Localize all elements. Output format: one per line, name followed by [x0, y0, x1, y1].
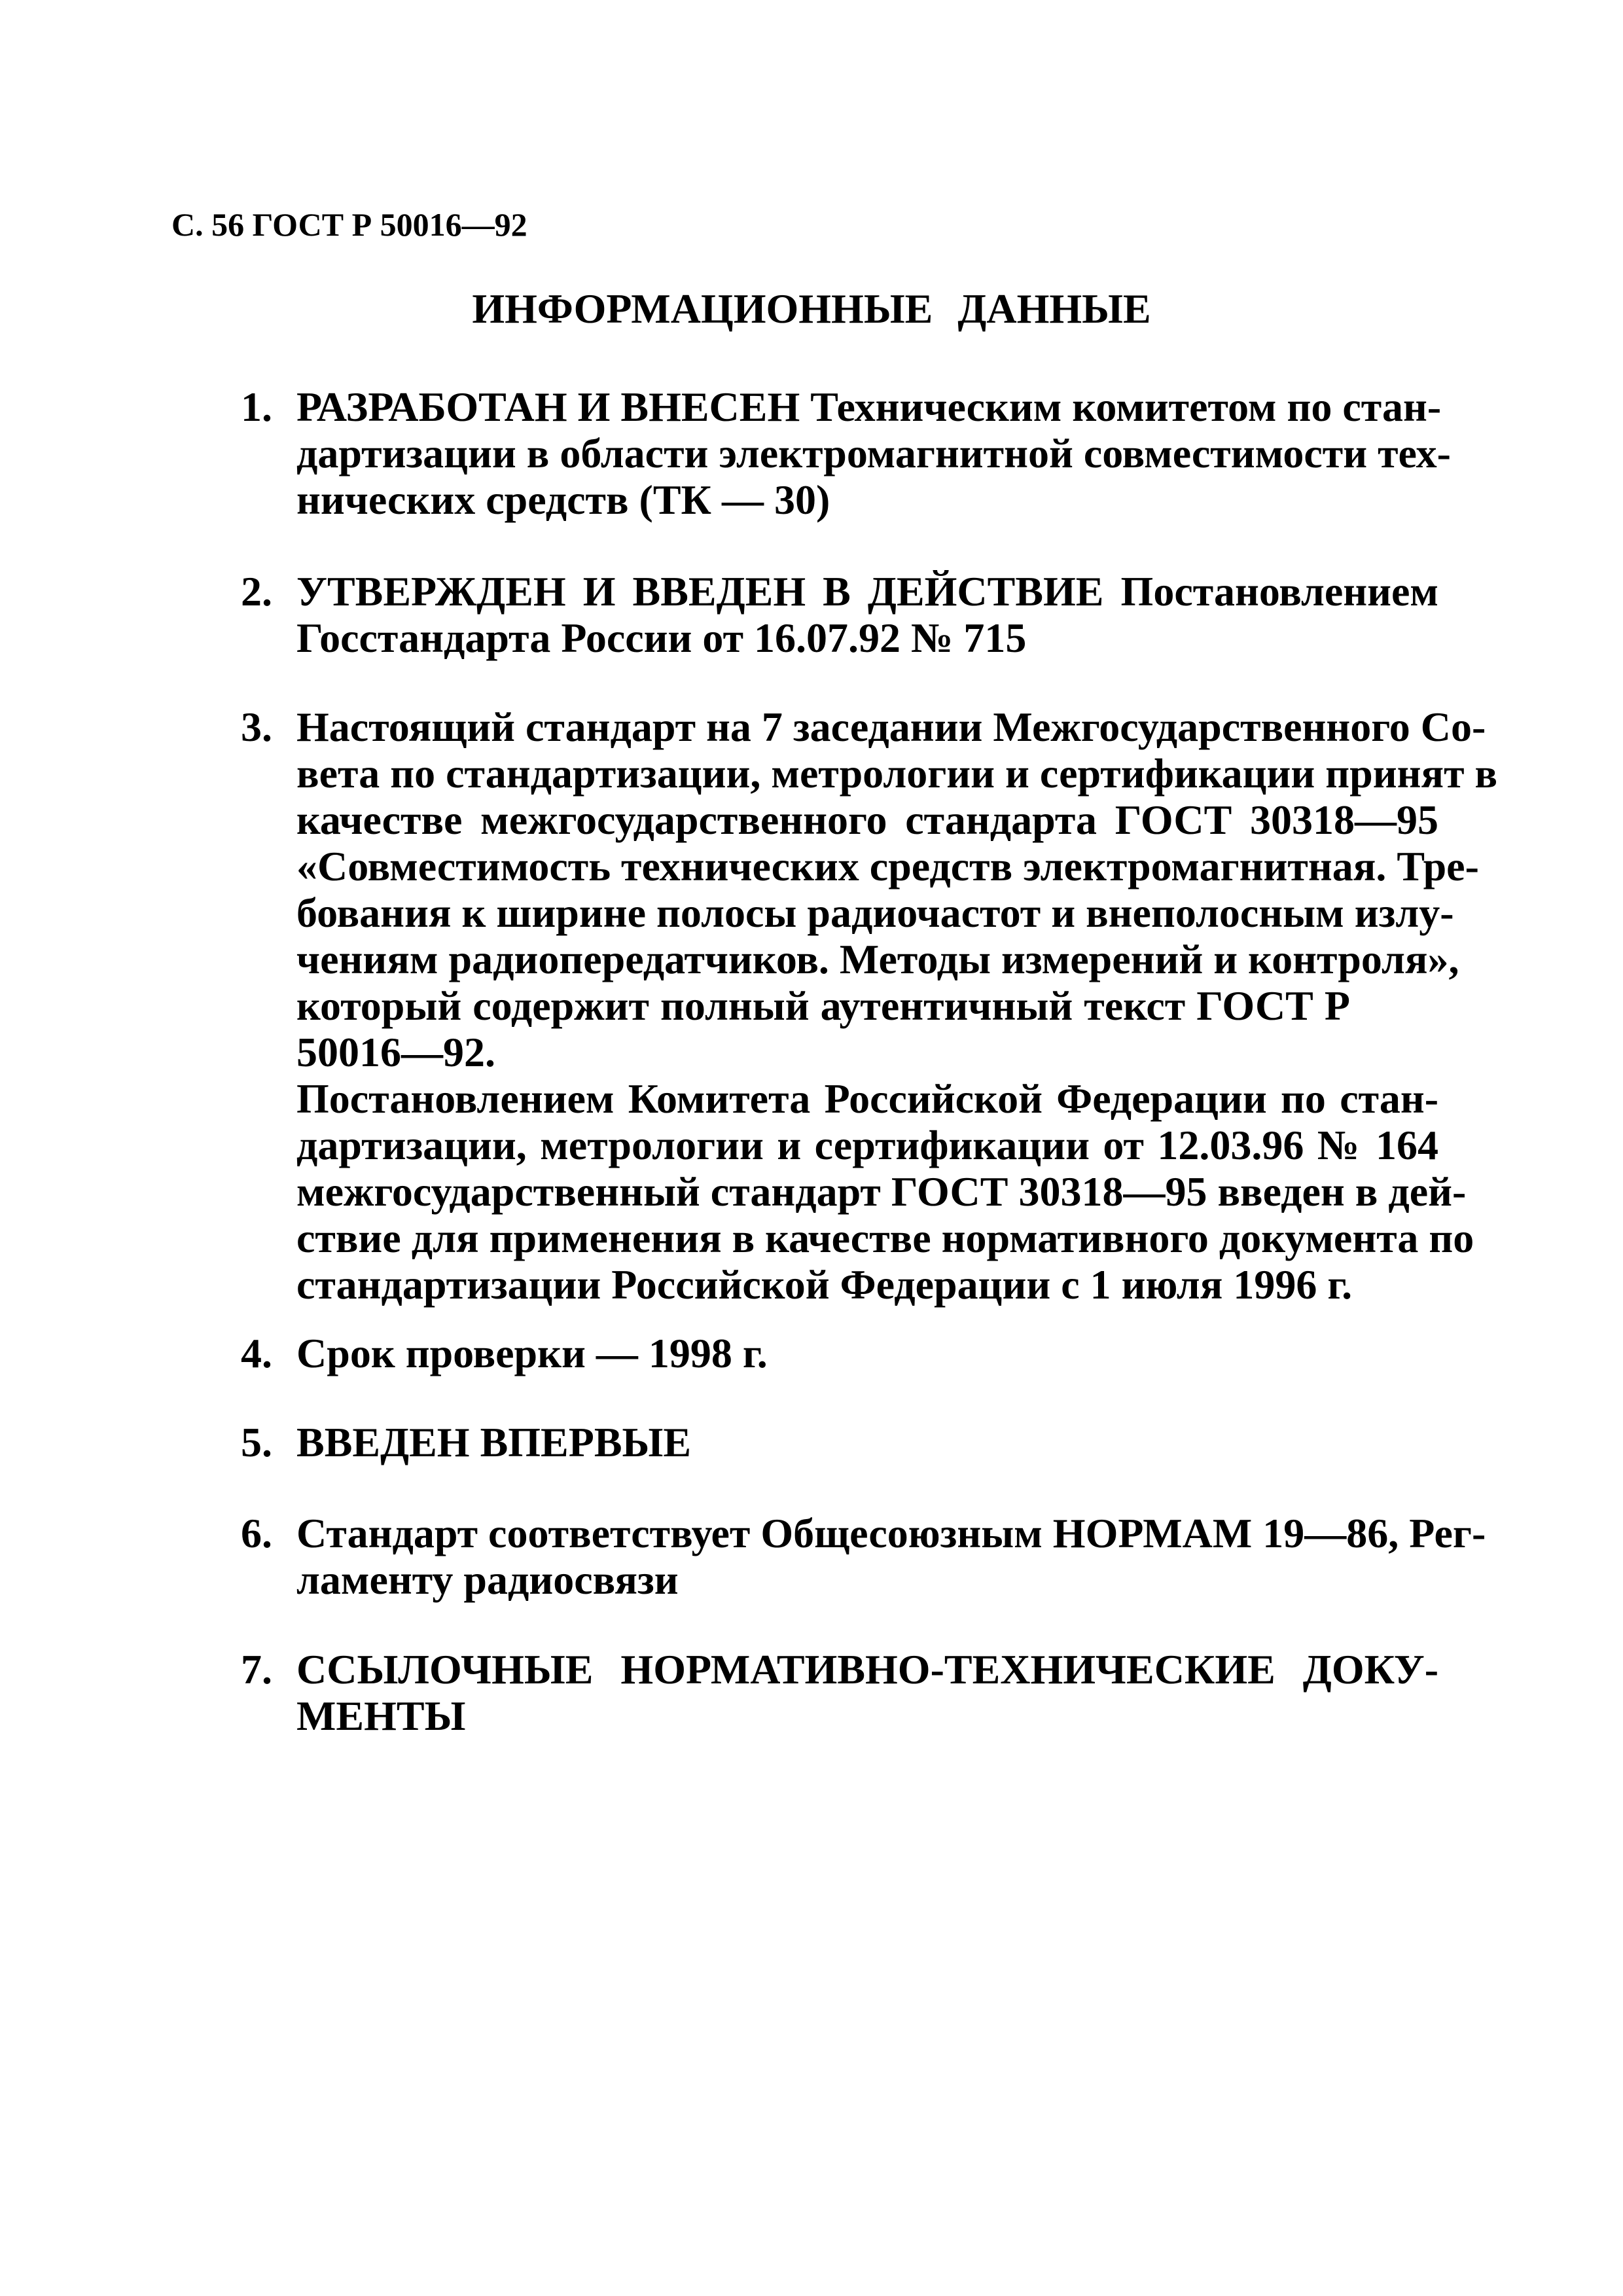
item-number: 4. [241, 1330, 272, 1376]
item-line: 50016—92. [296, 1029, 495, 1075]
item-number: 1. [241, 384, 272, 430]
item-line: межгосударственный стандарт ГОСТ 30318—95 введен в дей- [296, 1168, 1467, 1215]
page-title: ИНФОРМАЦИОННЫЕ ДАННЫЕ [472, 285, 1151, 332]
page-header: С. 56 ГОСТ Р 50016—92 [171, 206, 527, 243]
item-line: ССЫЛОЧНЫЕ НОРМАТИВНО-ТЕХНИЧЕСКИЕ ДОКУ- [296, 1646, 1438, 1693]
item-line: вета по стандартизации, метрологии и сертификации принят в [296, 750, 1498, 797]
item-line: нических средств (ТК — 30) [296, 476, 830, 523]
item-line: дартизации в области электромагнитной совместимости тех- [296, 430, 1451, 476]
item-line: «Совместимость технических средств электромагнитная. Тре- [296, 843, 1479, 889]
item-number: 7. [241, 1646, 272, 1693]
item-line: дартизации, метрологии и сертификации от 12.03.96 № 164 [296, 1122, 1438, 1168]
item-line: Стандарт соответствует Общесоюзным НОРМАМ 19—86, Рег- [296, 1510, 1486, 1556]
item-line: Настоящий стандарт на 7 заседании Межгосударственного Со- [296, 704, 1486, 750]
item-line: Госстандарта России от 16.07.92 № 715 [296, 615, 1027, 661]
item-line: чениям радиопередатчиков. Методы измерений и контроля», [296, 936, 1459, 982]
item-line: который содержит полный аутентичный текст ГОСТ Р [296, 982, 1350, 1029]
item-number: 6. [241, 1510, 272, 1556]
item-line: Постановлением Комитета Российской Федерации по стан- [296, 1075, 1438, 1122]
item-number: 5. [241, 1419, 272, 1465]
item-line: УТВЕРЖДЕН И ВВЕДЕН В ДЕЙСТВИЕ Постановлением [296, 568, 1438, 615]
item-line: стандартизации Российской Федерации с 1 июля 1996 г. [296, 1261, 1353, 1308]
item-line: качестве межгосударственного стандарта ГОСТ 30318—95 [296, 797, 1438, 843]
item-number: 2. [241, 568, 272, 615]
item-line: ламенту радиосвязи [296, 1556, 679, 1603]
item-number: 3. [241, 704, 272, 750]
item-line: ствие для применения в качестве нормативного документа по [296, 1215, 1474, 1261]
item-line: Срок проверки — 1998 г. [296, 1330, 768, 1376]
item-line: ВВЕДЕН ВПЕРВЫЕ [296, 1419, 692, 1465]
item-line: МЕНТЫ [296, 1693, 466, 1739]
item-line: РАЗРАБОТАН И ВНЕСЕН Техническим комитетом по стан- [296, 384, 1442, 430]
item-line: бования к ширине полосы радиочастот и внеполосным излу- [296, 889, 1454, 936]
